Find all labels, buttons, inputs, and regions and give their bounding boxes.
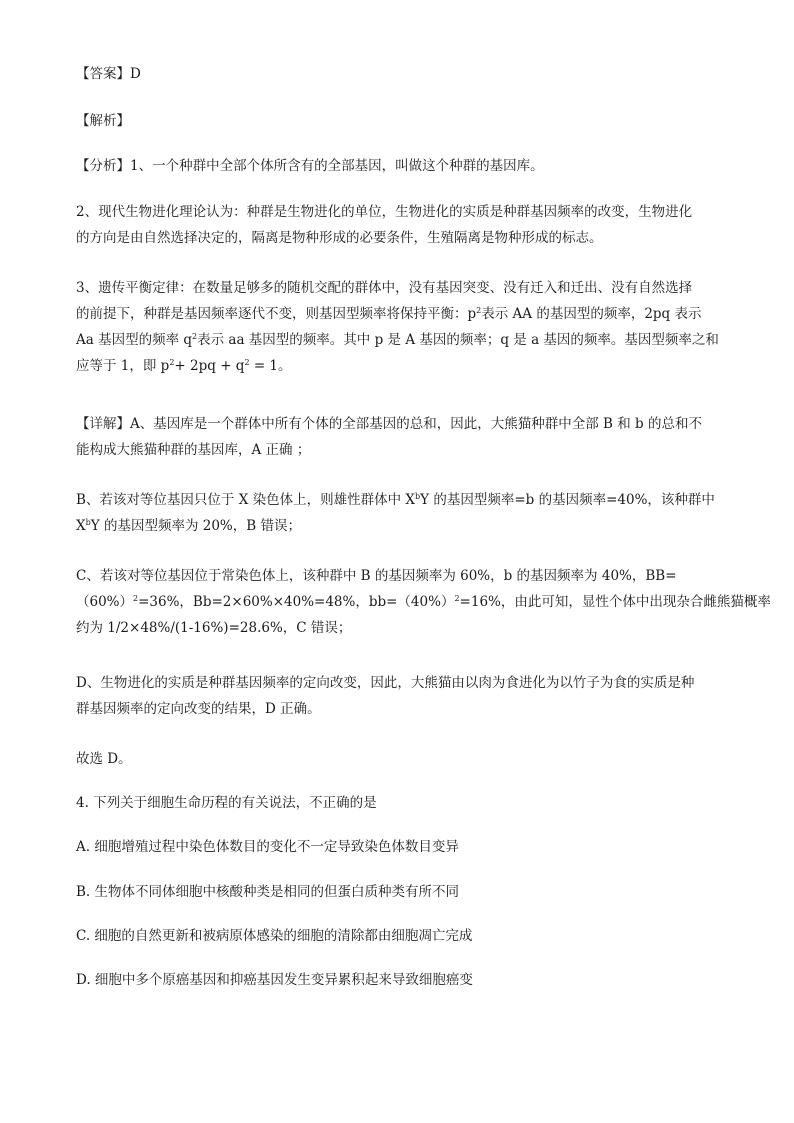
question-4-stem-text: 4. 下列关于细胞生命历程的有关说法，不正确的是 — [76, 795, 377, 811]
analysis-label — [76, 108, 726, 134]
question-4-option-d — [76, 967, 726, 993]
detail-option-c-line-2: $(60\%)^2=36\%$，Bb=2×60%×40%=48%，$bb=(40\%)^2=16\%$，由此可知，显性个体中出现杂合雌熊猫概率 — [76, 594, 771, 610]
analysis-point-3-line-4: 应等于 1，即 $p^2+ 2pq + q^2 = 1$。 — [76, 358, 292, 374]
analysis-point-1 — [76, 153, 726, 179]
analysis-point-3-line-2: 的前提下，种群是基因频率逐代不变，则基因型频率将保持平衡：$p^2$表示 AA 的基因型的频率，2pq 表示 — [76, 306, 702, 322]
detail-option-d — [76, 670, 726, 722]
analysis-point-2 — [76, 199, 726, 251]
analysis-point-2-line-2: 的方向是由自然选择决定的，隔离是物种形成的必要条件，生殖隔离是物种形成的标志。 — [76, 230, 603, 246]
detail-option-b — [76, 487, 726, 539]
analysis-label-text: 【解析】 — [76, 113, 130, 129]
detail-option-d-line-1: D、生物进化的实质是种群基因频率的定向改变，因此，大熊猫由以肉为食进化为以竹子为食的实质是种 — [76, 675, 695, 691]
detail-option-c-line-3: 约为 1/2×48%/(1-16%)=28.6%，C 错误； — [76, 620, 352, 636]
analysis-point-3-line-3: Aa 基因型的频率 $q^2$表示 aa 基因型的频率。其中 p 是 A 基因的频率；q 是 a 基因的频率。基因型频率之和 — [76, 332, 719, 348]
detail-option-b-line-1: B、若该对等位基因只位于 X 染色体上，则雄性群体中 $X^bY$ 的基因型频率=b 的基因频率=40%，该种群中 — [76, 492, 715, 508]
answer-line — [76, 61, 726, 87]
analysis-point-3-line-1: 3、遗传平衡定律：在数量足够多的随机交配的群体中，没有基因突变、没有迁入和迁出、没有自然选择 — [76, 280, 693, 296]
detail-option-b-line-2: $X^bY$ 的基因型频率为 20%，B 错误； — [76, 518, 301, 534]
detail-option-a-line-1: 【详解】A、基因库是一个群体中所有个体的全部基因的总和，因此，大熊猫种群中全部 B 和 b 的总和不 — [76, 416, 702, 432]
analysis-point-2-line-1: 2、现代生物进化理论认为：种群是生物进化的单位，生物进化的实质是种群基因频率的改变，生物进化 — [76, 204, 693, 220]
question-4-option-a-text: A. 细胞增殖过程中染色体数目的变化不一定导致染色体数目变异 — [76, 839, 459, 855]
question-4-option-c-text: C. 细胞的自然更新和被病原体感染的细胞的清除都由细胞凋亡完成 — [76, 928, 473, 944]
question-4-option-d-text: D. 细胞中多个原癌基因和抑癌基因发生变异累积起来导致细胞癌变 — [76, 972, 473, 988]
question-4-stem — [76, 790, 726, 816]
detail-option-d-line-2: 群基因频率的定向改变的结果，D 正确。 — [76, 701, 321, 717]
question-4-option-b-text: B. 生物体不同体细胞中核酸种类是相同的但蛋白质种类有所不同 — [76, 884, 460, 900]
analysis-point-3 — [76, 275, 726, 379]
answer-text: 【答案】D — [76, 66, 141, 82]
question-4-option-a — [76, 834, 726, 860]
question-4-option-c — [76, 923, 726, 949]
detail-option-c-line-1: C、若该对等位基因位于常染色体上，该种群中 B 的基因频率为 60%，b 的基因频率为 40%，BB= — [76, 568, 677, 584]
detail-option-a-line-2: 能构成大熊猫种群的基因库，A 正确 ； — [76, 442, 311, 458]
conclusion-text: 故选 D。 — [76, 751, 132, 767]
conclusion — [76, 746, 726, 772]
detail-option-c — [76, 563, 771, 641]
question-4-option-b — [76, 879, 726, 905]
analysis-point-1-line-1: 【分析】1、一个种群中全部个体所含有的全部基因，叫做这个种群的基因库。 — [76, 158, 544, 174]
detail-option-a — [76, 411, 726, 463]
